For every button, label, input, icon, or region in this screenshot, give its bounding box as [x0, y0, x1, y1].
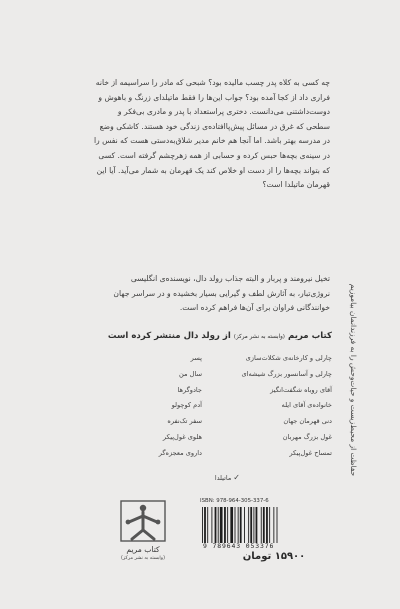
book-title: دنی قهرمان جهان [283, 417, 332, 426]
blurb-line: خوانندگانی فراوان برای آن‌ها فراهم کرده است. [179, 303, 330, 313]
book-list-left-column [130, 351, 202, 462]
current-book-title: ماتیلدا [214, 474, 232, 482]
book-title: جادوگرها [177, 385, 202, 394]
book-title: تمساح غول‌پیکر [289, 448, 332, 457]
barcode-number: 9 789643 053376 [203, 542, 275, 550]
vertical-spine-slogan: حفاظت از محیط‌زیست و حیات‌وحش را به فرزندانمان بیاموزیم [349, 283, 358, 477]
blurb-line: که بتواند بچه‌ها را از دست او خلاص کند یک قهرمان به شمار می‌آید. آیا این [96, 165, 330, 175]
book-title: خانواده‌ی آقای ایله [281, 401, 332, 410]
blurb-line: تخیل نیرومند و پربار و البته جذاب رولد دال، نویسنده‌ی انگلیسی [130, 274, 330, 283]
price-label: ۱۵۹۰۰ تومان [242, 551, 306, 562]
kids-emblem-icon [120, 500, 166, 542]
book-title: سال من [179, 369, 202, 378]
book-title: سفر تک‌نفره [167, 417, 202, 426]
check-icon: ✓ [233, 473, 240, 482]
book-title: آقای روباه شگفت‌انگیز [270, 385, 332, 394]
book-title: آدم کوچولو [171, 401, 202, 410]
book-title: داروی معجزه‌گر [158, 448, 202, 457]
blurb-line: دوست‌داشتنی می‌دانست. دختری پراستعداد با پدر و مادری بی‌فکر و [117, 107, 330, 117]
blurb-line: سطحی که غرق در مسائل پیش‌پاافتاده‌ی زندگی خود هستند. کاشکی وضع [99, 121, 330, 131]
blurb-line: نروژی‌تبار، به آثارش لطف و گیرایی بسیار بخشیده و در سراسر جهان [113, 288, 330, 298]
book-title: هلوی غول‌پیکر [162, 432, 202, 441]
book-title: غول بزرگ مهربان [282, 432, 332, 441]
book-title: چارلی و کارخانه‌ی شکلات‌سازی [245, 354, 332, 362]
blurb-paragraph-2 [84, 272, 330, 316]
blurb-line: فراری داد از کجا آمده بود؟ جواب این‌ها را فقط ماتیلدای زرنگ و باهوش و [98, 92, 330, 102]
isbn-text: ISBN: 978-964-305-337-6 [200, 498, 269, 504]
book-list-heading [96, 331, 332, 341]
blurb-line: چه کسی به کلاه پدر چسب مالیده بود؟ شبحی که مادر را سراسیمه از خانه [95, 78, 330, 87]
book-list-heading-prefix: کتاب مریم [288, 331, 332, 341]
book-list-heading-suffix: از رولد دال منتشر کرده است [107, 331, 231, 341]
publisher-affiliation: (وابسته به نشر مرکز) [121, 556, 165, 561]
barcode [200, 507, 310, 543]
publisher-name: کتاب مریم [126, 545, 160, 554]
book-title: چارلی و آسانسور بزرگ شیشه‌ای [241, 369, 332, 378]
book-list-right-column [220, 351, 332, 462]
current-book-entry [170, 473, 240, 482]
book-title: پسر [190, 354, 202, 362]
blurb-line: قهرمان ماتیلدا است؟ [262, 180, 330, 190]
book-list-heading-note: (وابسته به نشر مرکز) [233, 334, 285, 340]
blurb-line: در مدرسه بهتر باشد. اما آنجا هم خانم مدیر شلاق‌به‌دستی هست که نفس را [93, 136, 330, 146]
blurb-paragraph-1 [84, 76, 330, 193]
blurb-line: در سینه‌ی بچه‌ها حبس کرده و حسابی از همه زهرچشم گرفته است. کسی [98, 150, 330, 160]
